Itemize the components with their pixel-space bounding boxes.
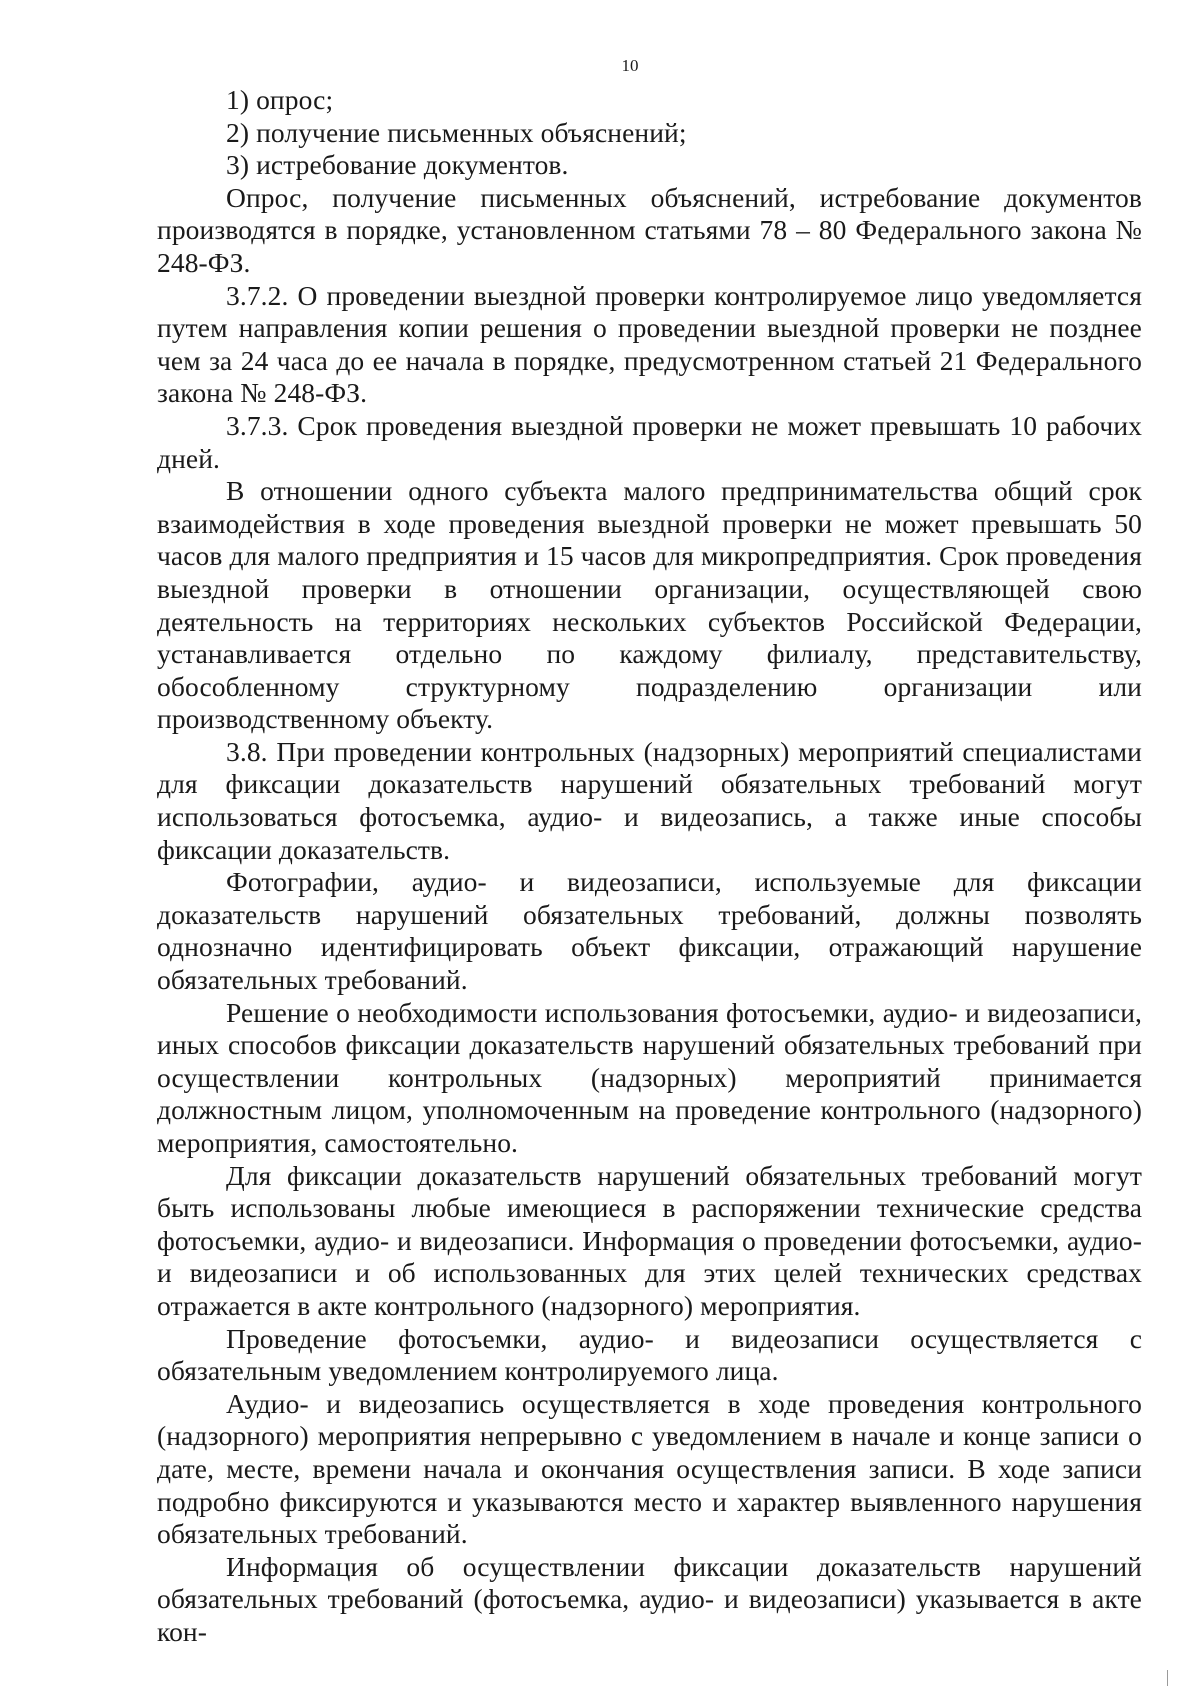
paragraph-continuous-recording: Аудио- и видеозапись осуществляется в ходе проведения контрольного (надзорного) мероприятия непрерывно с уведомлением в начале и конце записи о дате, месте, времени начала и окончания осуществления записи. В ходе записи подробно фиксируются и указываются место и характер выявленного нарушения обязательных требований. [157,1387,1142,1550]
paragraph-3-7-3: 3.7.3. Срок проведения выездной проверки не может превышать 10 рабочих дней. [157,409,1142,474]
paragraph-notification: Проведение фотосъемки, аудио- и видеозаписи осуществляется с обязательным уведомлением контролируемого лица. [157,1322,1142,1387]
page-number: 10 [621,56,639,75]
list-item-survey: 1) опрос; [226,84,334,115]
list-item-written-explanations: 2) получение письменных объяснений; [226,116,687,148]
paragraph-recording-decision: Решение о необходимости использования фотосъемки, аудио- и видеозаписи, иных способов фиксации доказательств нарушений обязательных требований при осуществлении контрольных (надзорных) мероприятий принимается должностным лицом, уполномоченным на проведение контрольного (надзорного) мероприятия, самостоятельно. [157,996,1142,1158]
scan-mark [1167,1670,1168,1686]
paragraph-technical-means: Для фиксации доказательств нарушений обязательных требований могут быть использованы любые имеющиеся в распоряжении технические средства фотосъемки, аудио- и видеозаписи. Информация о проведении фотосъемки, аудио- и видеозаписи и об использованных для этих целей технических средствах отражается в акте контрольного (надзорного) мероприятия. [157,1159,1142,1321]
paragraph-act-information: Информация об осуществлении фиксации доказательств нарушений обязательных требований (фотосъемка, аудио- и видеозаписи) указывается в акте кон- [157,1550,1142,1647]
paragraph-photo-requirements: Фотографии, аудио- и видеозаписи, используемые для фиксации доказательств нарушений обязательных требований, должны позволять однозначно идентифицировать объект фиксации, отражающий нарушение обязательных требований. [157,866,1142,996]
document-body [157,84,1142,1649]
paragraph-3-8: 3.8. При проведении контрольных (надзорных) мероприятий специалистами для фиксации доказательств нарушений обязательных требований могут использоваться фотосъемка, аудио- и видеозапись, а также иные способы фиксации доказательств. [157,735,1142,865]
list-item-document-request: 3) истребование документов. [226,149,569,181]
paragraph-3-7-2: 3.7.2. О проведении выездной проверки контролируемое лицо уведомляется путем направления копии решения о проведении выездной проверки не позднее чем за 24 часа до ее начала в порядке, предусмотренном статьей 21 Федерального закона № 248-ФЗ. [157,279,1142,409]
paragraph-procedure: Опрос, получение письменных объяснений, истребование документов производятся в порядке, установленном статьями 78 – 80 Федерального закона № 248-ФЗ. [157,181,1142,278]
paragraph-small-business: В отношении одного субъекта малого предпринимательства общий срок взаимодействия в ходе проведения выездной проверки не может превышать 50 часов для малого предприятия и 15 часов для микропредприятия. Срок проведения выездной проверки в отношении организации, осуществляющей свою деятельность на территориях нескольких субъектов Российской Федерации, устанавливается отдельно по каждому филиалу, представительству, обособленному структурному подразделению организации или производственному объекту. [157,475,1142,735]
